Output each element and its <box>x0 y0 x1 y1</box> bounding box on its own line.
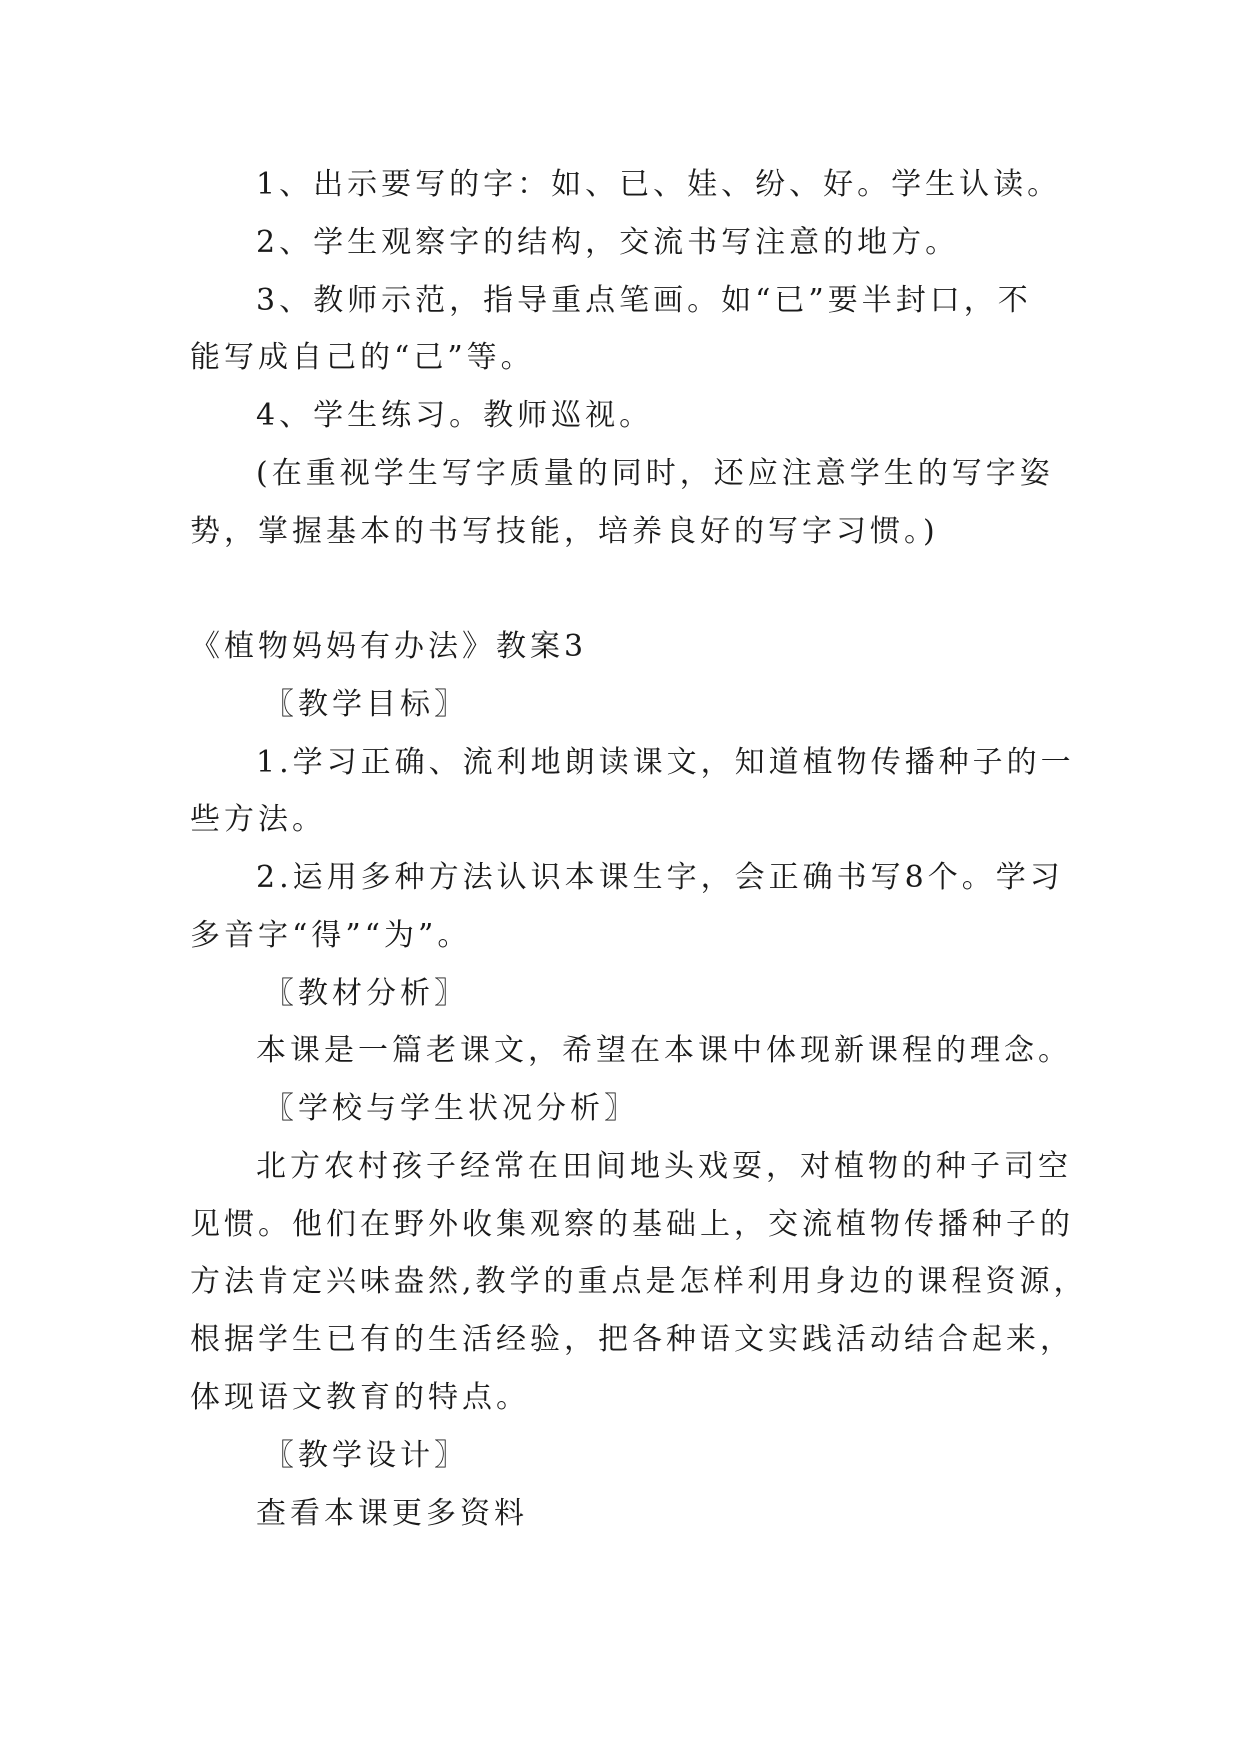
situation-line-1: 北方农村孩子经常在田间地头戏耍，对植物的种子司空 <box>256 1149 1072 1184</box>
goal-2-line: 2.运用多种方法认识本课生字，会正确书写8个。学习 <box>256 860 1064 895</box>
situation-line-2: 见惯。他们在野外收集观察的基础上，交流植物传播种子的 <box>190 1207 1074 1242</box>
situation-line-5: 体现语文教育的特点。 <box>190 1380 530 1415</box>
goal-2-line-cont: 多音字“得”“为”。 <box>190 918 472 953</box>
goal-1-line-cont: 些方法。 <box>190 802 326 837</box>
note-line: (在重视学生写字质量的同时，还应注意学生的写字姿 <box>256 456 1054 491</box>
step-4-line: 4、学生练习。教师巡视。 <box>256 398 654 433</box>
section-heading-goals: 〖教学目标〗 <box>264 687 468 722</box>
situation-line-4: 根据学生已有的生活经验，把各种语文实践活动结合起来， <box>190 1322 1074 1357</box>
step-1-line: 1、出示要写的字：如、已、娃、纷、好。学生认读。 <box>256 167 1062 202</box>
section-heading-situation: 〖学校与学生状况分析〗 <box>264 1091 638 1126</box>
section-heading-design: 〖教学设计〗 <box>264 1438 468 1473</box>
step-2-line: 2、学生观察字的结构，交流书写注意的地方。 <box>256 225 960 260</box>
step-3-line: 3、教师示范，指导重点笔画。如“已”要半封口，不 <box>256 283 1032 318</box>
note-line-cont: 势，掌握基本的书写技能，培养良好的写字习惯。) <box>190 514 939 549</box>
section-heading-analysis: 〖教材分析〗 <box>264 976 468 1011</box>
lesson-title: 《植物妈妈有办法》教案3 <box>190 629 588 664</box>
goal-1-line: 1.学习正确、流利地朗读课文，知道植物传播种子的一 <box>256 745 1075 780</box>
step-3-line-cont: 能写成自己的“己”等。 <box>190 340 535 375</box>
situation-line-3: 方法肯定兴味盎然,教学的重点是怎样利用身边的课程资源， <box>190 1264 1088 1299</box>
analysis-line: 本课是一篇老课文，希望在本课中体现新课程的理念。 <box>256 1033 1072 1068</box>
more-materials-link[interactable]: 查看本课更多资料 <box>256 1496 528 1531</box>
